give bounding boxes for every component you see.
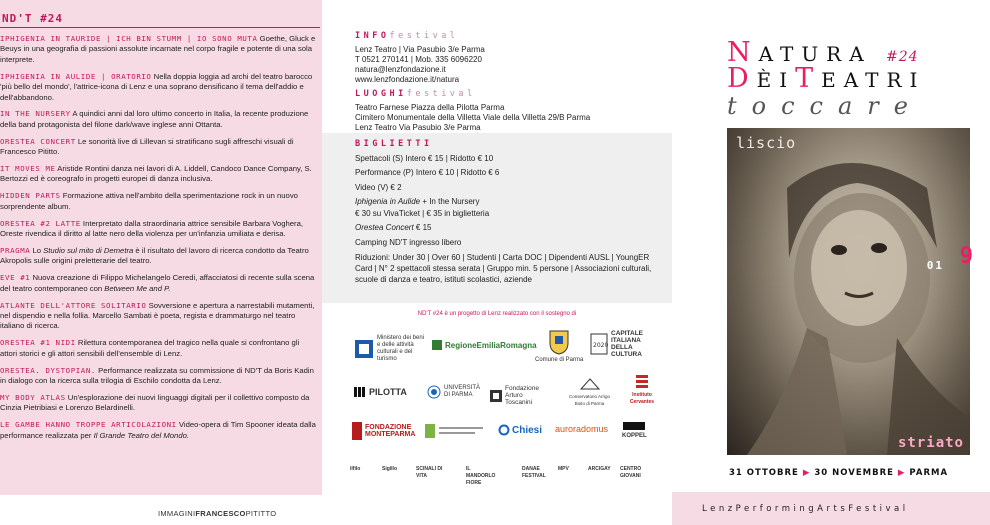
program-entry	[0, 137, 322, 158]
program-entry-text: Nella doppia loggia ad archi del teatro barocco 'più bello del mondo', l'attrice-icona di Lenz e una soprano densificano il tema dell'addio e dell'abbandono.	[0, 71, 313, 102]
logo-parma2020: 2020 CAPITALE ITALIANA DELLA CULTURA	[590, 330, 651, 358]
label-01: 01	[926, 259, 944, 272]
price-camping: Camping ND'T ingresso libero	[355, 237, 462, 247]
price-spettacoli: Spettacoli (S) Intero € 15 | Ridotto € 10	[355, 154, 494, 163]
label-liscio: liscio	[736, 134, 797, 152]
program-entry-title: IPHIGENIA IN TAURIDE | ICH BIN STUMM | IO SONO MUTA	[0, 34, 258, 43]
program-entry-title: ORESTEA #1 NIDI	[0, 338, 76, 348]
program-entry-text: Sovversione e apertura a narrestabili mutamenti, nel dispendio e nella follia. Marcello Sambati è poeta, regista e drammaturgo nel teatro italiano di ricerca.	[0, 300, 315, 331]
info-address: Lenz Teatro | Via Pasubio 3/e Parma	[355, 45, 485, 54]
logo-small-sponsor: SCINALI DI VITA	[416, 466, 443, 479]
title-natura: NATURA #24	[727, 37, 919, 68]
program-entry-title: ORESTEA. DYSTOPIAN.	[0, 365, 96, 375]
program-entry	[0, 393, 322, 414]
info-panel	[322, 0, 672, 525]
program-entry	[0, 420, 322, 441]
credit-label: IMMAGINI	[158, 509, 196, 518]
program-entry-title: ORESTEA #2 LATTE	[0, 218, 81, 228]
pilotta-icon	[354, 387, 366, 397]
program-entry-text: Formazione attiva nell'ambito della sperimentazione rock in un nuovo sorprendente album.	[0, 191, 298, 211]
program-entry	[0, 366, 322, 387]
venue-farnese: Teatro Farnese Piazza della Pilotta Parma	[355, 103, 505, 112]
monteparma-icon	[352, 422, 362, 440]
program-header: ND'T #24	[2, 12, 63, 25]
logo-regione: RegioneEmiliaRomagna	[432, 340, 537, 350]
program-entry-text: Goethe, Gluck e Beuys in una geografia di passioni assolute incarnate nel corpo fragile e potente di una sola interprete.	[0, 34, 316, 64]
price-performance: Performance (P) Intero € 10 | Ridotto € 6	[355, 168, 500, 178]
info-email-link[interactable]: natura@lenzfondazione.it	[355, 65, 446, 74]
logo-mibac: Ministero dei beni e delle attività culturali e del turismo	[354, 335, 427, 363]
venue-cimitero: Cimitero Monumentale della Villetta Viale della Villetta 29/B Parma	[355, 113, 591, 122]
cover-panel	[672, 0, 990, 525]
header-rule	[0, 27, 320, 28]
logo-conservatorio: Conservatorio Arrigo Boito di Parma	[567, 378, 612, 407]
price-combo: € 30 su VivaTicket | € 35 in biglietteria	[355, 208, 490, 218]
logo-small-sponsor: MPV	[558, 466, 569, 472]
program-entry-text: Rilettura contemporanea del tragico nella quale si confrontano gli attori storici e gli attori sensibili dell'ensemble di Lenz.	[0, 338, 300, 358]
program-entry-title: IN THE NURSERY	[0, 109, 71, 119]
program-entry	[0, 246, 322, 267]
logo-toscanini: Fondazione Arturo Toscanini	[490, 385, 550, 406]
program-entry-title: HIDDEN PARTS	[0, 191, 61, 201]
credit-firstname: FRANCESCO	[195, 509, 246, 518]
program-entry-text: Performance realizzata su commissione di ND'T da Boris Kadin in dialogo con la ricerca sulla trilogia di Eschilo condotta da Lenz.	[0, 365, 314, 386]
mibac-icon	[354, 339, 374, 359]
logo-small-sponsor: ilfilo	[350, 466, 361, 472]
program-entry-text: Nuova creazione di Filippo Michelangelo Ceredi, affacciatosi di recente sulla scena del teatro contemporaneo con	[0, 273, 315, 293]
program-panel	[0, 0, 322, 525]
regione-icon	[432, 340, 442, 350]
toscanini-icon	[490, 390, 502, 402]
program-entry-title: MY BODY ATLAS	[0, 392, 66, 402]
chiesi-icon	[499, 425, 509, 435]
info-section	[322, 31, 672, 85]
logo-ministero-small	[425, 424, 485, 438]
program-entry	[0, 109, 322, 130]
logo-cervantes: Instituto Cervantes	[627, 375, 657, 406]
credit-lastname: PITITTO	[245, 509, 277, 518]
cover-photo	[727, 128, 973, 455]
price-riduzioni: Riduzioni: Under 30 | Over 60 | Studenti | Carta DOC | Dipendenti AUSL | YoungER Card | N° 2 spettacoli stessa serata | Gruppo min. 5 persone | Associazioni culturali, scuole di danza e teatro, istituti scolastici, aziende	[355, 252, 652, 285]
program-entry-text: è il risultato del lavoro di ricerca condotto da Teatro Akropolis sulle origini preletterarie del teatro.	[0, 246, 309, 266]
program-entry-work: Studio sul mito di Demetra	[43, 246, 134, 255]
program-entry-title: EVE #1	[0, 273, 31, 283]
program-entry-work: Il Grande Teatro del Mondo.	[93, 430, 190, 440]
program-entry-title: PRAGMA	[0, 246, 31, 255]
logo-pilotta: PILOTTA	[354, 387, 407, 397]
program-entry	[0, 191, 322, 212]
program-entry-text: Le sonorità live di Lillevan si stratificano sugli affreschi visuali di Francesco Pititto.	[0, 136, 294, 157]
program-entry-title: LE GAMBE HANNO TROPPE ARTICOLAZIONI	[0, 420, 177, 430]
program-entry-text: Aristide Rontini danza nei lavori di A. Liddell, Candoco Dance Company, S. Bertozzi ed è coreografo in progetti europei di danza inclusiva.	[0, 164, 312, 184]
program-entry-text: Video-opera di Tim Spooner ideata dalla performance realizzata per	[0, 420, 316, 440]
program-entry	[0, 34, 322, 65]
program-entry	[0, 72, 322, 103]
svg-text:2020: 2020	[593, 342, 609, 349]
sponsor-note: ND'T #24 è un progetto di Lenz realizzato con il sostegno di	[417, 311, 577, 317]
koppel-icon	[623, 422, 645, 430]
program-entry-text: Lo	[30, 246, 44, 255]
city-arrow-icon: ▶	[897, 468, 906, 478]
program-entry-title: ATLANTE DELL'ATTORE SOLITARIO	[0, 300, 147, 310]
program-entry	[0, 164, 322, 185]
subtitle-toccare: toccare	[727, 92, 923, 120]
parma2020-icon	[590, 333, 608, 355]
mid-bottom-bar	[322, 495, 672, 525]
price-orestea: Orestea Concert € 15	[355, 223, 432, 233]
label-9: 9	[959, 244, 973, 269]
venue-lenz: Lenz Teatro Via Pasubio 3/e Parma	[355, 123, 481, 132]
program-entry-title: ORESTEA CONCERT	[0, 136, 76, 146]
logo-small-sponsor: CENTRO GIOVANI	[620, 466, 642, 479]
date-arrow-icon: ▶	[802, 468, 811, 478]
luoghi-section	[322, 89, 672, 133]
logo-unipr: UNIVERSITÀ DI PARMA	[427, 385, 474, 399]
program-entry-text: A quindici anni dal loro ultimo concerto in Italia, la recente produzione della band protagonista del filone dark/wave inglese anni Ottanta.	[0, 109, 309, 129]
info-website-link[interactable]: www.lenzfondazione.it/natura	[355, 75, 460, 84]
conservatorio-icon	[580, 378, 600, 390]
logo-small-sponsor: DANAE FESTIVAL	[522, 466, 546, 479]
image-credit	[0, 495, 322, 525]
logo-comune: Comune di Parma	[535, 328, 583, 364]
biglietti-section	[322, 133, 672, 303]
program-entry-title: IPHIGENIA IN AULIDE | ORATORIO	[0, 71, 152, 81]
program-entry-text: Un'esplorazione dei nuovi linguaggi digitali per il collettivo composto da Cinzia Pietribiasi e Lorenzo Belardinelli.	[0, 392, 310, 413]
logo-small-sponsor: IL MANDORLO FIORE	[466, 466, 496, 486]
biglietti-heading: BIGLIETTI	[355, 139, 433, 149]
price-video: Video (V) € 2	[355, 182, 402, 192]
program-entry	[0, 219, 322, 240]
logo-small-sponsor: ARCIGAY	[588, 466, 611, 472]
logo-monteparma: FONDAZIONE MONTEPARMA	[352, 422, 413, 440]
festival-name: LenzPerformingArtsFestival	[702, 504, 909, 514]
program-entry	[0, 301, 322, 332]
program-entry	[0, 338, 322, 359]
program-list	[0, 34, 322, 441]
title-dei-teatri: DÈITEATRI	[727, 63, 926, 94]
festival-dates: 31 OTTOBRE ▶ 30 NOVEMBRE ▶ PARMA	[729, 468, 949, 478]
label-striato: striato	[897, 435, 964, 451]
info-phone: T 0521 270141 | Mob. 335 6096220	[355, 55, 482, 64]
comune-crest-icon	[548, 328, 570, 354]
price-combo-title: Iphigenia in Aulide + In the Nursery	[355, 197, 480, 207]
portrait-illustration	[727, 128, 970, 455]
logo-auroradomus: auroradomus	[555, 424, 609, 434]
luoghi-heading: LUOGHIfestival	[355, 89, 476, 99]
small-sponsor-icon	[425, 424, 485, 438]
cervantes-icon	[634, 375, 650, 389]
logo-chiesi: Chiesi	[499, 425, 542, 435]
program-entry-work: Between Me and P.	[104, 283, 171, 293]
edition-number: #24	[886, 49, 919, 65]
program-entry-title: IT MOVES ME	[0, 164, 56, 174]
unipr-seal-icon	[427, 385, 441, 399]
info-heading: INFOfestival	[355, 31, 459, 41]
logo-small-sponsor: Sigillo	[382, 466, 397, 472]
logo-koppel: KOPPEL	[622, 422, 647, 440]
program-entry-text: Interpretato dalla straordinaria attrice sensibile Barbara Voghera, Oreste rivendica il diritto al latte nero della violenza per un'infanzia umiliata e derisa.	[0, 218, 304, 239]
program-entry	[0, 273, 322, 294]
